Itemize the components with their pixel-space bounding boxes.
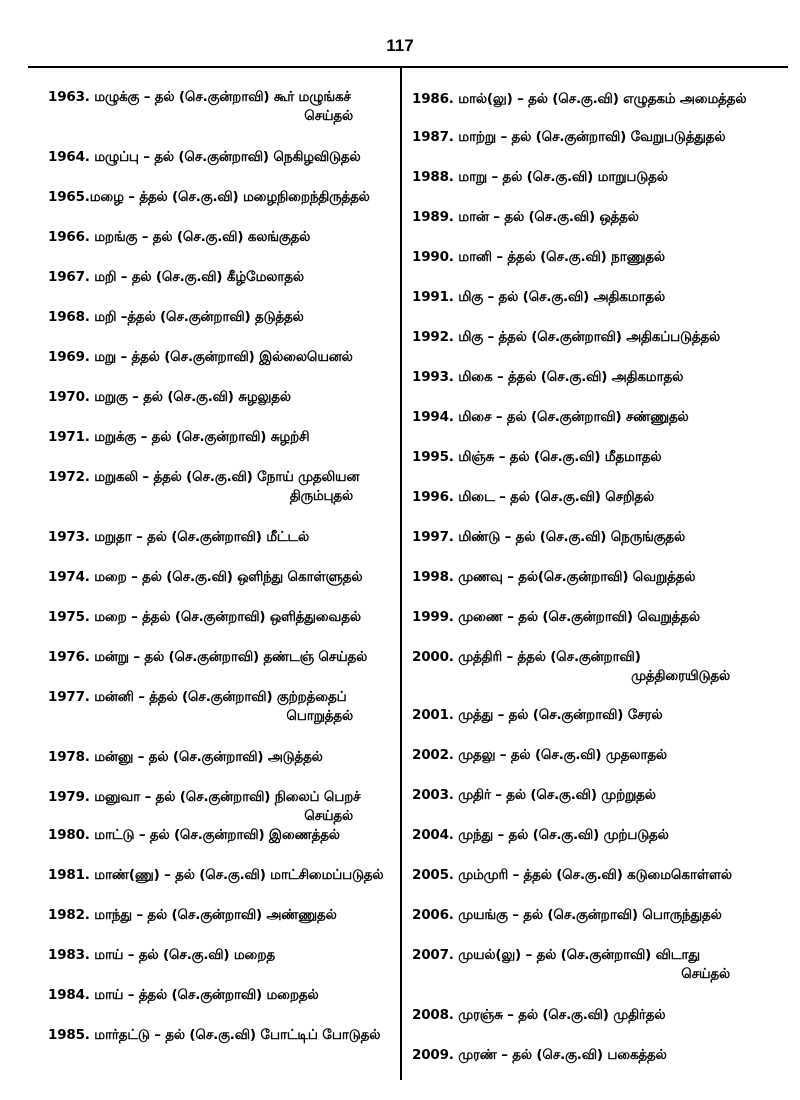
entry-text: 2006. முயங்கு – தல் (செ.குன்றாவி) பொருந்துதல் <box>412 907 722 923</box>
dictionary-entry <box>412 208 790 227</box>
dictionary-entry <box>48 688 393 726</box>
dictionary-entry <box>412 648 790 686</box>
dictionary-entry <box>48 568 393 587</box>
entry-text: 1993. மிகை – த்தல் (செ.கு.வி) அதிகமாதல் <box>412 369 684 385</box>
dictionary-entry <box>48 1026 393 1045</box>
entry-text: 1974. மறை – தல் (செ.கு.வி) ஒளிந்து கொள்ளுதல் <box>48 569 363 585</box>
left-column <box>48 0 393 1100</box>
dictionary-entry <box>412 90 790 109</box>
entry-text: 1987. மாற்று – தல் (செ.குன்றாவி) வேறுபடுத்துதல் <box>412 129 726 145</box>
entry-text: 1980. மாட்டு – தல் (செ.குன்றாவி) இணைத்தல் <box>48 827 340 843</box>
page-number: 117 <box>386 36 414 55</box>
dictionary-entry <box>412 946 790 984</box>
entry-text: 1966. மறங்கு – தல் (செ.கு.வி) கலங்குதல் <box>48 229 311 245</box>
dictionary-entry <box>48 88 393 126</box>
entry-text: 1994. மிசை – தல் (செ.குன்றாவி) சண்ணுதல் <box>412 409 689 425</box>
entry-text: 1985. மார்தட்டு – தல் (செ.கு.வி) போட்டிப் போடுதல் <box>48 1027 381 1043</box>
dictionary-entry <box>48 648 393 667</box>
dictionary-entry <box>48 308 393 327</box>
dictionary-entry <box>48 188 393 207</box>
dictionary-entry <box>48 388 393 407</box>
entry-text: 1995. மிஞ்சு – தல் (செ.கு.வி) மீதமாதல் <box>412 449 662 465</box>
dictionary-entry <box>412 706 790 725</box>
dictionary-entry <box>412 746 790 765</box>
dictionary-entry <box>412 128 790 147</box>
entry-text: 1998. முணவு – தல்(செ.குன்றாவி) வெறுத்தல் <box>412 569 696 585</box>
entry-continuation: பொறுத்தல் <box>286 708 353 724</box>
entry-text: 1969. மறு – த்தல் (செ.குன்றாவி) இல்லையெனல் <box>48 349 353 365</box>
entry-text: 1973. மறுதா – தல் (செ.குன்றாவி) மீட்டல் <box>48 529 310 545</box>
dictionary-entry <box>48 946 393 965</box>
entry-text: 1965.மழை – த்தல் (செ.கு.வி) மழைநிறைந்திருத்தல் <box>48 189 370 205</box>
dictionary-entry <box>48 228 393 247</box>
dictionary-entry <box>412 408 790 427</box>
entry-text: 2002. முதலு – தல் (செ.கு.வி) முதலாதல் <box>412 747 667 763</box>
dictionary-entry <box>48 528 393 547</box>
entry-text: 1984. மாய் – த்தல் (செ.குன்றாவி) மறைதல் <box>48 987 319 1003</box>
entry-text: 1975. மறை – த்தல் (செ.குன்றாவி) ஒளித்துவைதல் <box>48 609 361 625</box>
entry-text: 2008. முரஞ்சு – தல் (செ.கு.வி) முதிர்தல் <box>412 1007 666 1023</box>
entry-text: 2009. முரண் – தல் (செ.கு.வி) பகைத்தல் <box>412 1047 667 1063</box>
dictionary-entry <box>48 468 393 506</box>
entry-text: 1977. மன்னி – த்தல் (செ.குன்றாவி) குற்றத்தைப் <box>48 689 347 705</box>
entry-text: 1986. மால்(லு) – தல் (செ.கு.வி) எழுதகம் அமைத்தல் <box>412 91 747 107</box>
entry-text: 1991. மிகு – தல் (செ.கு.வி) அதிகமாதல் <box>412 289 666 305</box>
entry-text: 2007. முயல்(லு) – தல் (செ.குன்றாவி) விடாது <box>412 947 700 963</box>
entry-text: 2004. முந்து – தல் (செ.கு.வி) முற்படுதல் <box>412 827 669 843</box>
entry-text: 1963. மழுக்கு – தல் (செ.குன்றாவி) கூர் மழுங்கச் <box>48 89 351 105</box>
dictionary-entry <box>412 866 790 885</box>
dictionary-entry <box>48 866 393 885</box>
entry-text: 2000. முத்திரி – த்தல் (செ.குன்றாவி) <box>412 649 641 665</box>
dictionary-entry <box>48 906 393 925</box>
entry-text: 1989. மான் – தல் (செ.கு.வி) ஒத்தல் <box>412 209 639 225</box>
entry-text: 2001. முத்து – தல் (செ.குன்றாவி) சேரல் <box>412 707 663 723</box>
dictionary-entry <box>412 826 790 845</box>
dictionary-entry <box>48 348 393 367</box>
dictionary-entry <box>412 168 790 187</box>
entry-text: 1967. மறி – தல் (செ.கு.வி) கீழ்மேலாதல் <box>48 269 304 285</box>
dictionary-entry <box>412 488 790 507</box>
entry-text: 1997. மிண்டு – தல் (செ.கு.வி) நெருங்குதல் <box>412 529 685 545</box>
entry-text: 1983. மாய் – தல் (செ.கு.வி) மறைத <box>48 947 275 963</box>
dictionary-entry <box>48 986 393 1005</box>
dictionary-entry <box>412 448 790 467</box>
entry-text: 1982. மாந்து – தல் (செ.குன்றாவி) அண்ணுதல் <box>48 907 337 923</box>
dictionary-entry <box>412 568 790 587</box>
dictionary-entry <box>412 528 790 547</box>
entry-text: 1999. முணை – தல் (செ.குன்றாவி) வெறுத்தல் <box>412 609 700 625</box>
column-divider <box>400 68 402 1080</box>
entry-continuation: செய்தல் <box>304 808 353 824</box>
dictionary-entry <box>412 786 790 805</box>
entry-continuation: செய்தல் <box>304 108 353 124</box>
dictionary-entry <box>48 788 393 826</box>
entry-text: 1996. மிடை – தல் (செ.கு.வி) செறிதல் <box>412 489 655 505</box>
entry-text: 1971. மறுக்கு – தல் (செ.குன்றாவி) சுழற்சி <box>48 429 310 445</box>
entry-text: 1968. மறி –த்தல் (செ.குன்றாவி) தடுத்தல் <box>48 309 304 325</box>
entry-text: 1988. மாறு – தல் (செ.கு.வி) மாறுபடுதல் <box>412 169 668 185</box>
dictionary-entry <box>412 288 790 307</box>
dictionary-entry <box>48 428 393 447</box>
entry-text: 1992. மிகு – த்தல் (செ.குன்றாவி) அதிகப்படுத்தல் <box>412 329 721 345</box>
dictionary-entry <box>412 1046 790 1065</box>
dictionary-entry <box>412 368 790 387</box>
entry-text: 2005. மும்முரி – த்தல் (செ.கு.வி) கடுமைகொள்ளல் <box>412 867 732 883</box>
entry-text: 1981. மாண்(ணு) – தல் (செ.கு.வி) மாட்சிமைப்படுதல் <box>48 867 384 883</box>
entry-text: 1990. மானி – த்தல் (செ.கு.வி) நாணுதல் <box>412 249 665 265</box>
dictionary-entry <box>48 148 393 167</box>
entry-text: 1978. மன்னு – தல் (செ.குன்றாவி) அடுத்தல் <box>48 749 323 765</box>
entry-text: 2003. முதிர் – தல் (செ.கு.வி) முற்றுதல் <box>412 787 656 803</box>
entry-continuation: முத்திரையிடுதல் <box>631 668 730 684</box>
entry-text: 1970. மறுகு – தல் (செ.கு.வி) சுழலுதல் <box>48 389 291 405</box>
right-column <box>412 0 790 1100</box>
entry-text: 1976. மன்று – தல் (செ.குன்றாவி) தண்டஞ் செய்தல் <box>48 649 368 665</box>
entry-continuation: செய்தல் <box>681 966 730 982</box>
dictionary-entry <box>412 608 790 627</box>
dictionary-entry <box>48 608 393 627</box>
entry-text: 1979. மனுவா – தல் (செ.குன்றாவி) நிலைப் பெறச் <box>48 789 361 805</box>
dictionary-entry <box>412 1006 790 1025</box>
dictionary-entry <box>412 248 790 267</box>
entry-continuation: திரும்புதல் <box>289 488 353 504</box>
dictionary-entry <box>48 748 393 767</box>
entry-text: 1964. மழுப்பு – தல் (செ.குன்றாவி) நெகிழவிடுதல் <box>48 149 361 165</box>
dictionary-entry <box>48 268 393 287</box>
dictionary-entry <box>412 906 790 925</box>
dictionary-entry <box>48 826 393 845</box>
dictionary-entry <box>412 328 790 347</box>
entry-text: 1972. மறுகலி – த்தல் (செ.கு.வி) நோய் முதலியன <box>48 469 360 485</box>
